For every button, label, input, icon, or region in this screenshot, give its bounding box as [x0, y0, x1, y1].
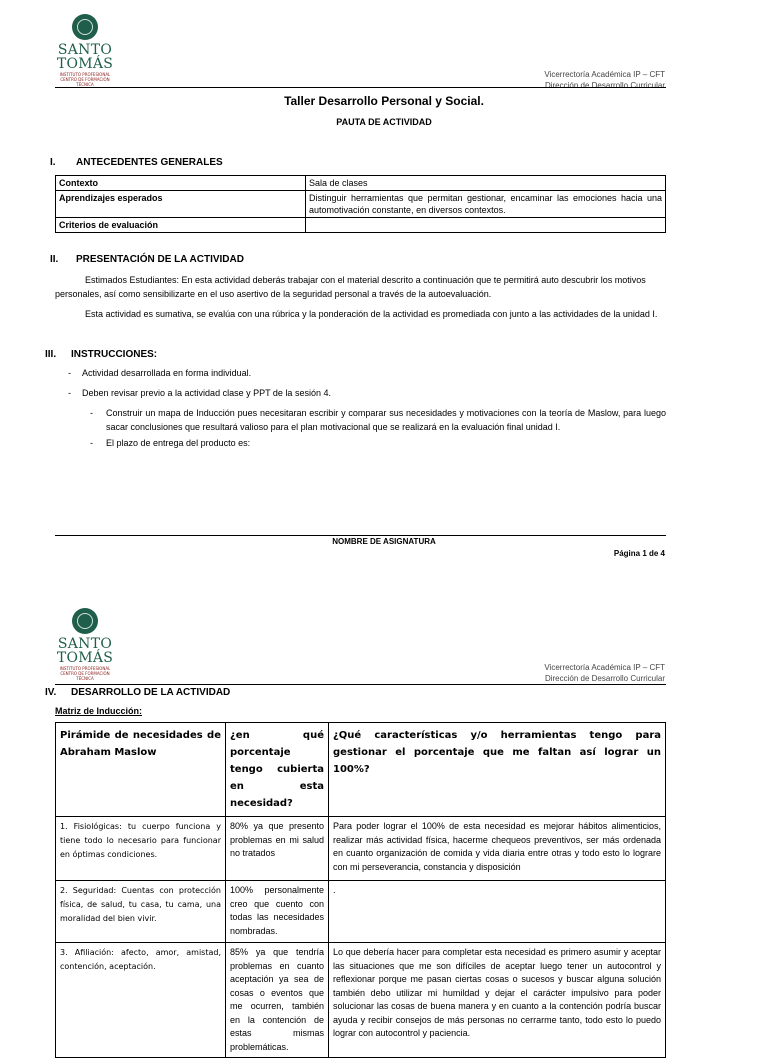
section-1-heading — [50, 157, 223, 168]
section-4-num: IV. — [45, 687, 57, 698]
page-number: Página 1 de 4 — [613, 549, 665, 558]
general-info-table — [55, 175, 666, 233]
table-row — [56, 817, 666, 881]
context-value: Sala de clases — [306, 176, 666, 191]
logo — [55, 14, 115, 87]
table-row — [56, 191, 666, 218]
instruction-1: Actividad desarrollada en forma individual. — [82, 368, 252, 378]
learning-value: Distinguir herramientas que permitan gestionar, encaminar las emociones hacia una automotivación constante, en diversos contextos. — [306, 191, 666, 218]
instruction-4: El plazo de entrega del producto es: — [106, 438, 251, 448]
need-cell: 3. Afiliación: afecto, amor, amistad, contención, aceptación. — [56, 943, 226, 1058]
section-2-num: II. — [50, 254, 59, 265]
section-1-num: I. — [50, 157, 56, 168]
table-header-row — [56, 723, 666, 817]
header-line1: Vicerrectoría Académica IP – CFT — [544, 70, 665, 79]
tools-cell: Lo que debería hacer para completar esta necesidad es primero asumir y aceptar las situaciones que me son difíciles de aceptar luego tener un autocontrol y reflexionar porque me pasan ciertas cosas o sucesos y buscar alguna solución también debo utilizar mi humildad y dejar el carácter impulsivo para poder solucionar las cosas de buena manera y en cuanto a la contención podría buscar ayuda y recibir consejos de más personas no cerrarme tanto, todo esto lo puedo lograr con autocontrol y paciencia. — [329, 943, 666, 1058]
instruction-2: Deben revisar previo a la actividad clase y PPT de la sesión 4. — [82, 388, 331, 398]
list-item: - Actividad desarrollada en forma individual. — [68, 368, 252, 378]
footer-subject: NOMBRE DE ASIGNATURA — [332, 537, 436, 546]
section-3-title: INSTRUCCIONES: — [71, 349, 158, 360]
list-item: - Construir un mapa de Inducción pues necesitaran escribir y comparar sus necesidades y motivaciones con la teoría de Maslow, para luego sacar conclusiones que resultará valioso para el plan motivacional que se realizará en la evaluación final unidad I. — [90, 408, 666, 432]
logo-brand-line1: SANTO — [57, 636, 113, 652]
section-3-heading — [45, 349, 157, 360]
list-item: - Deben revisar previo a la actividad clase y PPT de la sesión 4. — [68, 388, 331, 398]
header-line2: Dirección de Desarrollo Curricular — [544, 674, 665, 683]
table-row — [56, 218, 666, 233]
header-rule — [55, 87, 666, 88]
percent-cell: 85% ya que tendría problemas en cuanto aceptación ya sea de cosas o eventos que me ocurren, también en la contención de estas mismas problemáticas. — [226, 943, 329, 1058]
section-2-paragraph-2: Esta actividad es sumativa, se evalúa con una rúbrica y la ponderación de la actividad es promediada con junto a las actividades de la unidad I. — [85, 309, 658, 319]
section-1-title: ANTECEDENTES GENERALES — [76, 157, 223, 168]
header-rule — [55, 684, 666, 685]
percent-cell: 80% ya que presento problemas en mi salud no tratados — [226, 817, 329, 881]
seal-icon — [72, 608, 98, 634]
header-tools: ¿Qué características y/o herramientas tengo para gestionar el porcentaje que me faltan así lograr un 100%? — [329, 723, 666, 817]
header-percent: ¿en qué porcentaje tengo cubierta en esta necesidad? — [226, 723, 329, 817]
section-3-num: III. — [45, 349, 57, 360]
learning-label: Aprendizajes esperados — [56, 191, 306, 218]
page-subtitle: PAUTA DE ACTIVIDAD — [336, 117, 432, 127]
section-4-heading — [45, 687, 230, 698]
tools-cell: . — [329, 881, 666, 943]
logo-tagline-1: INSTITUTO PROFESIONAL — [59, 666, 111, 671]
criteria-value — [306, 218, 666, 233]
instruction-3: Construir un mapa de Inducción pues necesitaran escribir y comparar sus necesidades y motivaciones con la teoría de Maslow, para luego sacar conclusiones que resultará valioso para el plan motivacional que se realizará en la evaluación final unidad I. — [106, 408, 666, 432]
header-right — [544, 662, 665, 684]
logo-brand-line2: TOMÁS — [56, 650, 114, 666]
section-2-heading — [50, 254, 244, 265]
list-item: - El plazo de entrega del producto es: — [90, 438, 251, 448]
header-maslow: Pirámide de necesidades de Abraham Maslow — [56, 723, 226, 817]
percent-cell: 100% personalmente creo que cuento con todas las necesidades nombradas. — [226, 881, 329, 943]
table-row — [56, 881, 666, 943]
logo — [55, 608, 115, 681]
header-line1: Vicerrectoría Académica IP – CFT — [544, 663, 665, 672]
criteria-label: Criterios de evaluación — [56, 218, 306, 233]
section-2-title: PRESENTACIÓN DE LA ACTIVIDAD — [76, 254, 244, 265]
need-cell: 1. Fisiológicas: tu cuerpo funciona y tiene todo lo necesario para funcionar en óptimas condiciones. — [56, 817, 226, 881]
header-line2: Dirección de Desarrollo Curricular — [544, 81, 665, 90]
page-title: Taller Desarrollo Personal y Social. — [284, 94, 484, 108]
logo-brand-line1: SANTO — [57, 42, 113, 58]
logo-tagline-1: INSTITUTO PROFESIONAL — [59, 72, 111, 77]
tools-cell: Para poder lograr el 100% de esta necesidad es mejorar hábitos alimenticios, realizar más actividad física, hacerme chequeos preventivos, ser más ordenada en cuanto organización de comida y vida diaria entre otras y todo esto lo lograre con mi perseverancia, constancia y disposición — [329, 817, 666, 881]
matrix-title: Matriz de Inducción: — [55, 706, 143, 716]
seal-icon — [72, 14, 98, 40]
section-2-paragraph-1: Estimados Estudiantes: En esta actividad deberás trabajar con el material descrito a continuación que te permitirá auto descubrir los motivos personales, así como sensibilizarte en el uso asertivo de la seguridad personal a través de la autoevaluación. — [55, 275, 646, 299]
context-label: Contexto — [56, 176, 306, 191]
footer-rule — [55, 535, 666, 536]
need-cell: 2. Seguridad: Cuentas con protección física, de salud, tu casa, tu cama, una moralidad del bien vivir. — [56, 881, 226, 943]
section-4-title: DESARROLLO DE LA ACTIVIDAD — [71, 687, 231, 698]
induction-matrix — [55, 722, 666, 1058]
logo-brand-line2: TOMÁS — [56, 56, 114, 72]
table-row — [56, 176, 666, 191]
logo-tagline-2: CENTRO DE FORMACIÓN TÉCNICA — [60, 77, 110, 87]
logo-tagline-2: CENTRO DE FORMACIÓN TÉCNICA — [60, 671, 110, 681]
table-row — [56, 943, 666, 1058]
